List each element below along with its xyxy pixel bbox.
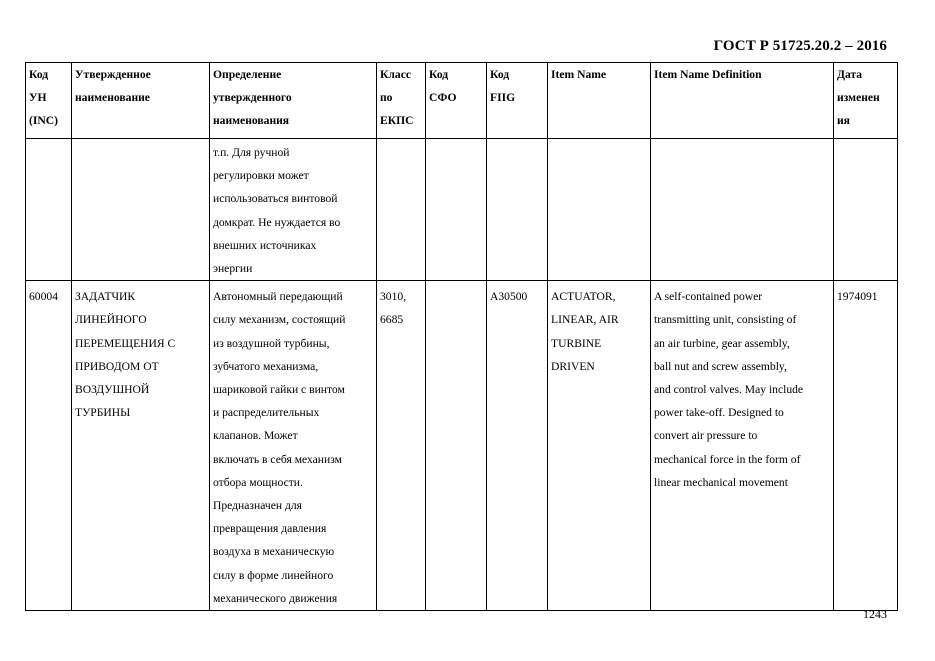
cell-definition: т.п. Для ручной регулировки может использоваться винтовой домкрат. Не нуждается во внешних источниках энергии [210, 139, 377, 281]
header-ekps-class: Класс по ЕКПС [377, 63, 426, 139]
header-sfo-code: Код СФО [426, 63, 487, 139]
header-fiig-code: Код FIIG [487, 63, 548, 139]
table-row-entry [26, 281, 898, 611]
cell-approved-name [72, 139, 210, 281]
cell-definition: Автономный передающий силу механизм, состоящий из воздушной турбины, зубчатого механизма, шариковой гайки с винтом и распределительных клапанов. Может включать в себя механизм отбора мощности. Предназначен для превращения давления воздуха в механическую силу в форме линейного механического движения [210, 281, 377, 611]
cell-inc: 60004 [26, 281, 72, 611]
cell-sfo-code [426, 139, 487, 281]
page-number: 1243 [863, 607, 887, 621]
cell-date-changed: 1974091 [834, 281, 898, 611]
cell-fiig-code: А30500 [487, 281, 548, 611]
header-date-changed: Дата изменен ия [834, 63, 898, 139]
nomenclature-table [25, 62, 898, 611]
cell-sfo-code [426, 281, 487, 611]
cell-item-name-definition: A self-contained power transmitting unit, consisting of an air turbine, gear assembly, ball nut and screw assembly, and control valves. May include power take-off. Designed to convert air pressure to mechanical force in the form of linear mechanical movement [651, 281, 834, 611]
cell-date-changed [834, 139, 898, 281]
cell-ekps-class: 3010, 6685 [377, 281, 426, 611]
cell-fiig-code [487, 139, 548, 281]
cell-item-name-definition [651, 139, 834, 281]
header-approved-name: Утвержденное наименование [72, 63, 210, 139]
header-inc: Код УН (INC) [26, 63, 72, 139]
cell-item-name [548, 139, 651, 281]
table-row-continuation [26, 139, 898, 281]
header-item-name: Item Name [548, 63, 651, 139]
cell-approved-name: ЗАДАТЧИК ЛИНЕЙНОГО ПЕРЕМЕЩЕНИЯ С ПРИВОДОМ ОТ ВОЗДУШНОЙ ТУРБИНЫ [72, 281, 210, 611]
header-item-name-definition: Item Name Definition [651, 63, 834, 139]
cell-ekps-class [377, 139, 426, 281]
standard-designation: ГОСТ Р 51725.20.2 – 2016 [713, 38, 887, 54]
header-definition: Определение утвержденного наименования [210, 63, 377, 139]
table-header-row [26, 63, 898, 139]
cell-item-name: ACTUATOR, LINEAR, AIR TURBINE DRIVEN [548, 281, 651, 611]
cell-inc [26, 139, 72, 281]
